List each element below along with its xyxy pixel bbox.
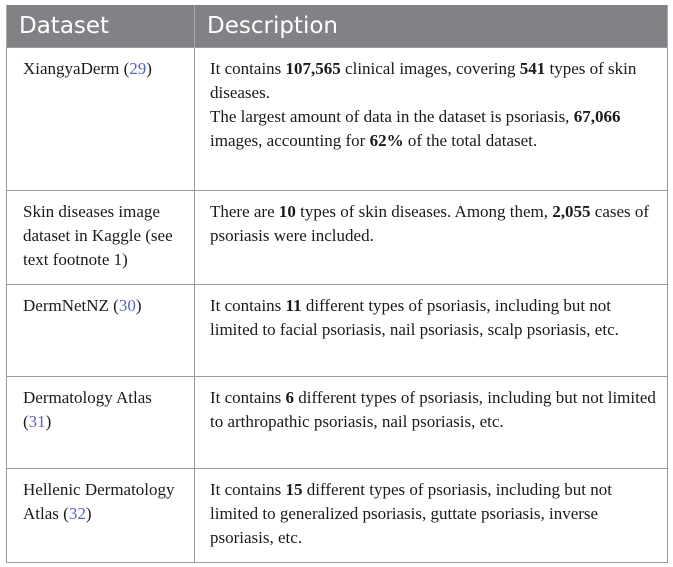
description-text: There are: [210, 202, 279, 221]
table-row: [7, 377, 668, 469]
highlight-number: 10: [278, 202, 296, 221]
description-text: clinical images, covering: [340, 59, 520, 78]
highlight-number: 2,055: [552, 202, 591, 221]
highlight-number: 15: [285, 480, 303, 499]
dataset-name-cell: Hellenic Dermatology Atlas (32): [7, 469, 195, 563]
header-row: [7, 5, 668, 48]
reference-link[interactable]: 31: [28, 412, 46, 431]
description-text: It contains: [210, 388, 286, 407]
description-text: cases of psoriasis were included.: [210, 202, 650, 245]
table-row: [7, 191, 668, 285]
dataset-name: DermNetNZ: [23, 296, 109, 315]
description-text: of the total dataset.: [403, 131, 538, 150]
dataset-name-cell: DermNetNZ (30): [7, 285, 195, 377]
reference-link[interactable]: 32: [68, 504, 86, 523]
description-text: It contains: [210, 480, 286, 499]
description-cell: [195, 48, 668, 191]
table-row: [7, 469, 668, 563]
description-text: different types of psoriasis, including but not limited to facial psoriasis, nail psoriasis, scalp psoriasis, etc.: [210, 296, 619, 339]
description-cell: [195, 469, 668, 563]
description-cell: [195, 285, 668, 377]
table-row: [7, 285, 668, 377]
datasets-table: [6, 5, 668, 563]
description-cell: [195, 191, 668, 285]
dataset-name-cell: XiangyaDerm (29): [7, 48, 195, 191]
highlight-number: 541: [519, 59, 546, 78]
reference-link[interactable]: 29: [129, 59, 147, 78]
description-text: images, accounting for: [210, 131, 370, 150]
header-dataset: Dataset: [7, 5, 195, 48]
description-text: The largest amount of data in the dataset is psoriasis,: [210, 107, 574, 126]
description-text: types of skin diseases. Among them,: [295, 202, 553, 221]
highlight-number: 11: [285, 296, 302, 315]
reference-link[interactable]: 30: [118, 296, 136, 315]
dataset-name: Skin diseases image dataset in Kaggle (see text footnote 1): [23, 202, 173, 269]
description-text: different types of psoriasis, including but not limited to generalized psoriasis, guttate psoriasis, inverse psoriasis, etc.: [210, 480, 612, 547]
highlight-number: 107,565: [285, 59, 341, 78]
dataset-name-cell: [7, 191, 195, 285]
highlight-number: 62%: [369, 131, 404, 150]
dataset-name: XiangyaDerm: [23, 59, 120, 78]
header-description: Description: [195, 5, 668, 48]
description-text: It contains: [210, 296, 286, 315]
description-text: types of skin diseases.: [210, 59, 637, 102]
description-cell: [195, 377, 668, 469]
table-row: [7, 48, 668, 191]
highlight-number: 67,066: [573, 107, 621, 126]
dataset-name: Hellenic Dermatology Atlas: [23, 480, 175, 523]
description-text: different types of psoriasis, including but not limited to arthropathic psoriasis, nail psoriasis, etc.: [210, 388, 656, 431]
dataset-name: Dermatology Atlas: [23, 388, 152, 407]
dataset-name-cell: Dermatology Atlas (31): [7, 377, 195, 469]
description-text: It contains: [210, 59, 286, 78]
highlight-number: 6: [285, 388, 295, 407]
